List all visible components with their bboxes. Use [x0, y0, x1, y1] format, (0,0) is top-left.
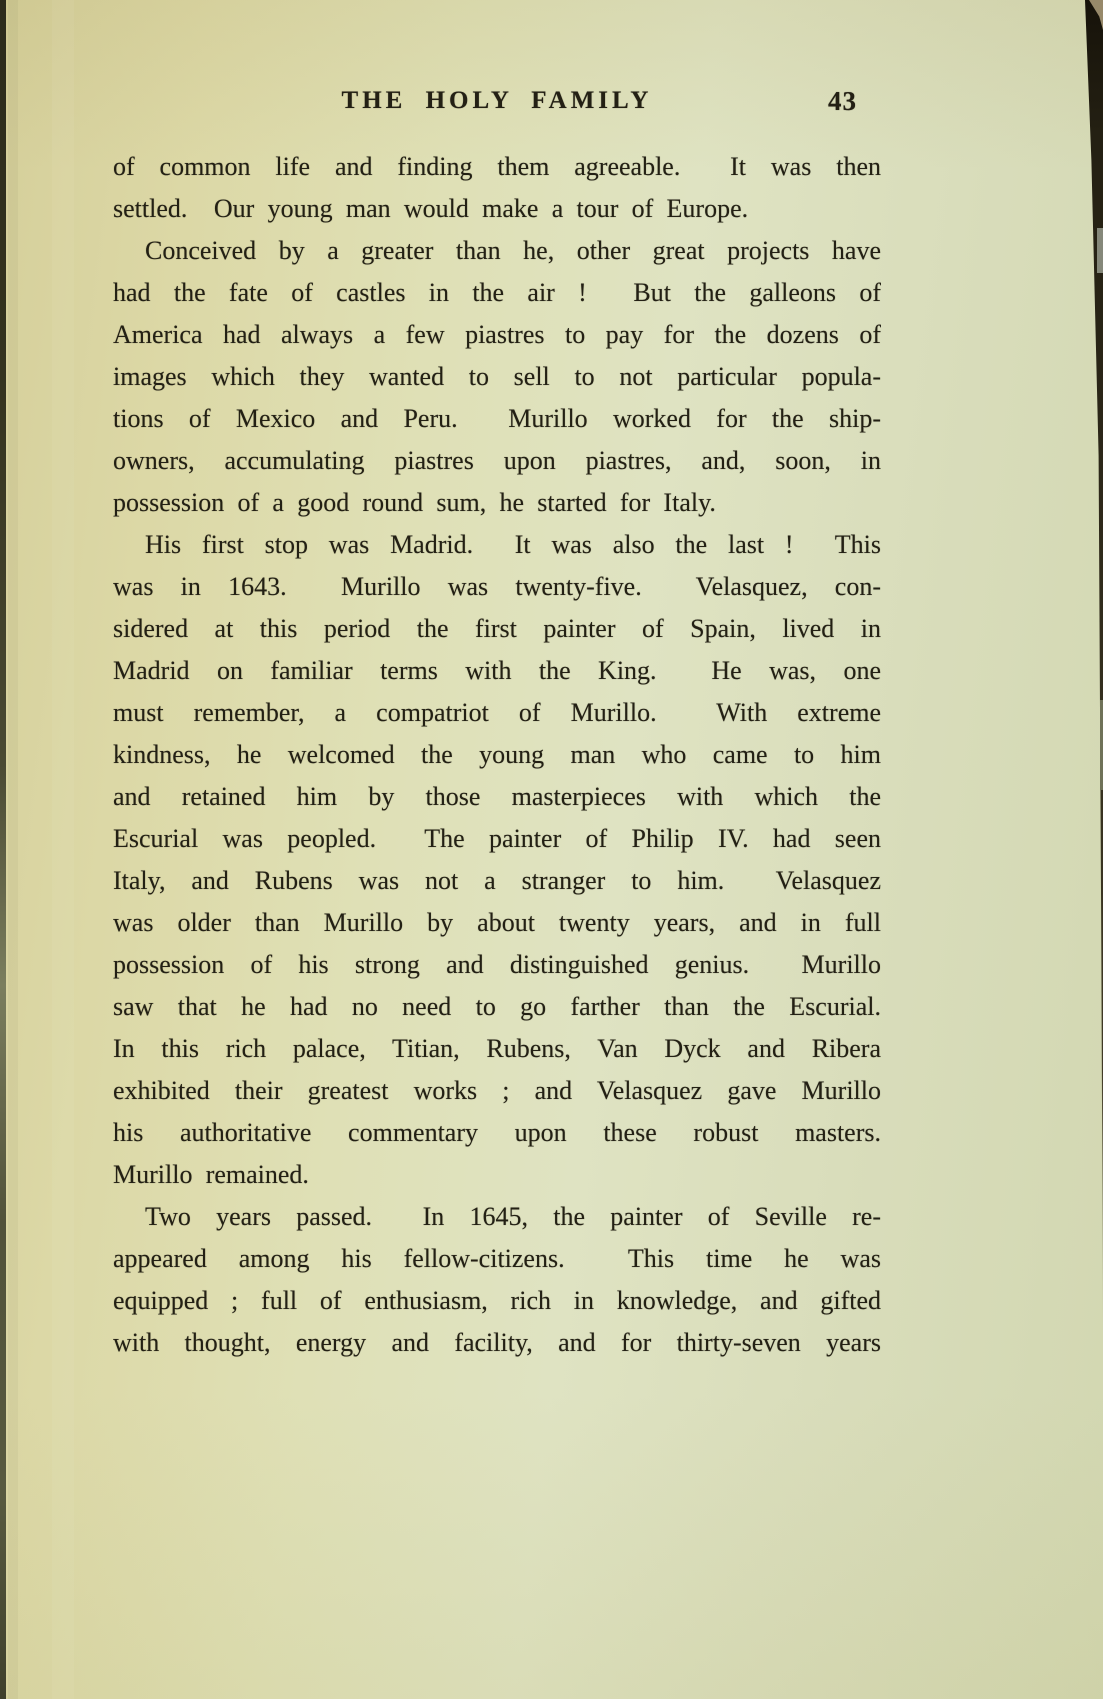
text-line: exhibited their greatest works ; and Velasquez gave Murillo — [113, 1076, 881, 1105]
text-line: was in 1643. Murillo was twenty-five. Velasquez, con- — [113, 572, 881, 601]
text-line: His first stop was Madrid. It was also the last ! This — [145, 530, 881, 559]
paper-sheen — [8, 0, 18, 1699]
text-line: Two years passed. In 1645, the painter of Seville re- — [145, 1202, 881, 1231]
left-binding-shadow — [0, 0, 6, 1699]
paragraph — [113, 524, 881, 1196]
text-line: Conceived by a greater than he, other great projects have — [145, 236, 881, 265]
page-text-column — [113, 0, 881, 1699]
text-line: tions of Mexico and Peru. Murillo worked for the ship- — [113, 404, 881, 433]
text-line: In this rich palace, Titian, Rubens, Van Dyck and Ribera — [113, 1034, 881, 1063]
text-line: equipped ; full of enthusiasm, rich in knowledge, and gifted — [113, 1286, 881, 1315]
paper-sheen — [52, 0, 74, 1699]
text-line: possession of his strong and distinguished genius. Murillo — [113, 950, 881, 979]
text-line: Italy, and Rubens was not a stranger to him. Velasquez — [113, 866, 881, 895]
text-line: appeared among his fellow-citizens. This time he was — [113, 1244, 881, 1273]
text-line: owners, accumulating piastres upon piastres, and, soon, in — [113, 446, 881, 475]
running-header — [113, 84, 881, 118]
text-line: with thought, energy and facility, and for thirty-seven years — [113, 1328, 881, 1357]
text-line: America had always a few piastres to pay for the dozens of — [113, 320, 881, 349]
text-line: Escurial was peopled. The painter of Philip IV. had seen — [113, 824, 881, 853]
text-line: possession of a good round sum, he started for Italy. — [113, 488, 716, 517]
text-line: Murillo remained. — [113, 1160, 309, 1189]
page-text — [113, 146, 881, 1364]
text-line: Madrid on familiar terms with the King. He was, one — [113, 656, 881, 685]
text-line: settled. Our young man would make a tour of Europe. — [113, 194, 749, 223]
text-line: images which they wanted to sell to not particular popula- — [113, 362, 881, 391]
text-line: kindness, he welcomed the young man who came to him — [113, 740, 881, 769]
text-line: must remember, a compatriot of Murillo. With extreme — [113, 698, 881, 727]
page-number: 43 — [828, 86, 857, 116]
text-line: was older than Murillo by about twenty years, and in full — [113, 908, 881, 937]
text-line: and retained him by those masterpieces with which the — [113, 782, 881, 811]
text-line: saw that he had no need to go farther than the Escurial. — [113, 992, 881, 1021]
text-line: had the fate of castles in the air ! But the galleons of — [113, 278, 881, 307]
paragraph — [113, 146, 881, 230]
chapter-title: THE HOLY FAMILY — [341, 87, 653, 114]
text-line: his authoritative commentary upon these robust masters. — [113, 1118, 881, 1147]
paragraph — [113, 1196, 881, 1364]
text-line: of common life and finding them agreeable. It was then — [113, 152, 881, 181]
paragraph — [113, 230, 881, 524]
text-line: sidered at this period the first painter of Spain, lived in — [113, 614, 881, 643]
right-page-edge-shadow — [1083, 0, 1103, 1340]
